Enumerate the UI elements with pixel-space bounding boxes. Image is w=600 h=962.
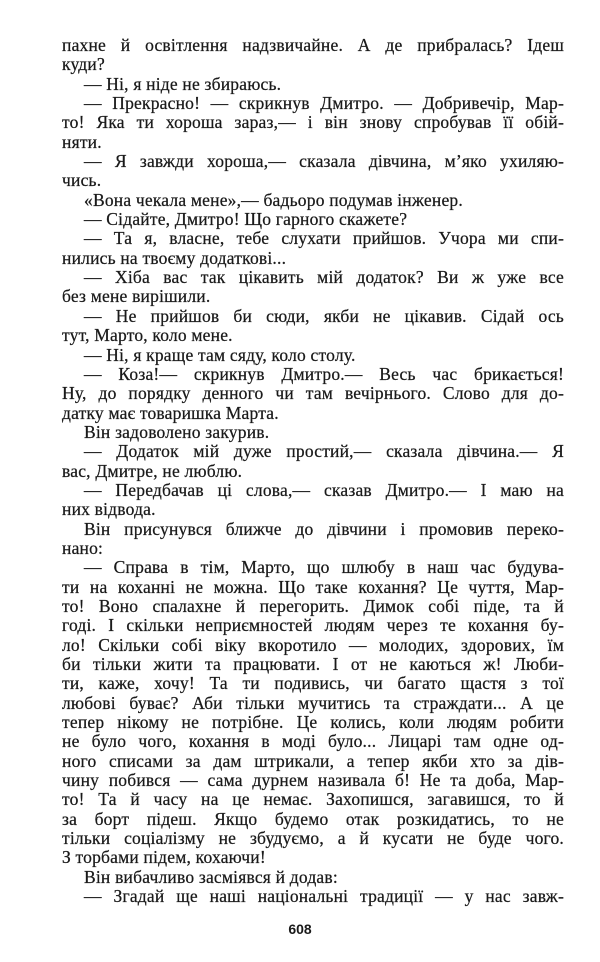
text-line: Він задоволено закурив. <box>84 421 270 442</box>
text-line: вас, Дмитре, не люблю. <box>62 460 243 481</box>
text-line: Він вибачливо засміявся й додав: <box>84 866 338 887</box>
text-line: без мене вирішили. <box>62 286 211 307</box>
book-page-text <box>62 36 564 906</box>
text-line: то! Та й часу на це немає. Захопишся, загавишся, то й <box>62 789 564 810</box>
text-line: — Хіба вас так цікавить мій додаток? Ви ж уже все <box>84 267 564 288</box>
text-line: ного списами за дам штрикали, а тепер якби хто за дів- <box>62 750 564 771</box>
page-number: 608 <box>288 921 312 937</box>
text-line: то! Яка ти хороша зараз,— і він знову спробував її обій- <box>62 112 564 133</box>
text-line: за борт підеш. Якщо будемо отак розкидатись, то не <box>62 808 564 829</box>
text-line: не було чого, кохання в моді було... Лицарі там одне од- <box>62 731 564 752</box>
text-line: тільки соціалізму не збудуємо, а й кусати не буде чого. <box>62 828 564 849</box>
text-line: — Прекрасно! — скрикнув Дмитро. — Добривечір, Мар- <box>84 93 564 114</box>
text-line: куди? <box>62 54 105 75</box>
text-line: — Коза!— скрикнув Дмитро.— Весь час брикається! <box>84 363 564 384</box>
text-line: «Вона чекала мене»,— бадьоро подумав інженер. <box>84 189 463 210</box>
text-line: — Ні, я ніде не збираюсь. <box>84 73 282 94</box>
text-line: — Не прийшов би сюди, якби не цікавив. Сідай ось <box>84 305 564 326</box>
text-line: — Та я, власне, тебе слухати прийшов. Учора ми спи- <box>84 228 564 249</box>
text-line: ти, каже, хочу! Та ти подивись, чи багато щастя з тої <box>62 673 564 694</box>
text-line: любові буває? Аби тільки мучитись та страждати... А це <box>62 692 564 713</box>
text-line: З торбами підем, кохаючи! <box>62 847 266 868</box>
text-line: няти. <box>62 131 102 152</box>
text-line: — Передбачав ці слова,— сказав Дмитро.— І маю на <box>84 479 564 500</box>
text-line: — Згадай ще наші національні традиції — у нас завж- <box>84 886 564 907</box>
text-line: Він присунувся ближче до дівчини і промовив переко- <box>84 518 564 539</box>
text-line: то! Воно спалахне й перегорить. Димок собі піде, та й <box>62 595 564 616</box>
text-line: — Сідайте, Дмитро! Що гарного скажете? <box>84 209 408 230</box>
text-line: — Я завжди хороша,— сказала дівчина, м’яко ухиляю- <box>84 151 564 172</box>
text-line: нились на твоєму додаткові... <box>62 247 287 268</box>
text-line: — Справа в тім, Марто, що шлюбу в наш час будува- <box>84 557 564 578</box>
text-line: пахне й освітлення надзвичайне. А де прибралась? Ідеш <box>62 35 564 55</box>
text-line: би тільки жити та працювати. І от не каються ж! Люби- <box>62 654 564 674</box>
text-line: нано: <box>62 537 104 558</box>
text-line: них відвода. <box>62 499 156 520</box>
text-line: датку має товаришка Марта. <box>62 402 279 423</box>
text-line: чись. <box>62 170 102 191</box>
text-line: Ну, до порядку денного чи там вечірнього. Слово для до- <box>62 383 564 404</box>
text-line: тут, Марто, коло мене. <box>62 325 233 346</box>
text-line: тепер нікому не потрібне. Це колись, коли людям робити <box>62 712 564 733</box>
text-line: — Додаток мій дуже простий,— сказала дівчина.— Я <box>84 441 564 462</box>
text-line: чину побився — сама дурнем називала б! Не та доба, Мар- <box>62 770 564 791</box>
text-line: годі. І скільки неприємностей людям через те кохання бу- <box>62 615 564 636</box>
text-line: ло! Скільки собі віку вкоротило — молодих, здорових, їм <box>62 634 564 655</box>
text-line: ти на коханні не можна. Що таке кохання? Це чуття, Мар- <box>62 576 564 597</box>
text-line: — Ні, я краще там сяду, коло столу. <box>84 344 356 365</box>
